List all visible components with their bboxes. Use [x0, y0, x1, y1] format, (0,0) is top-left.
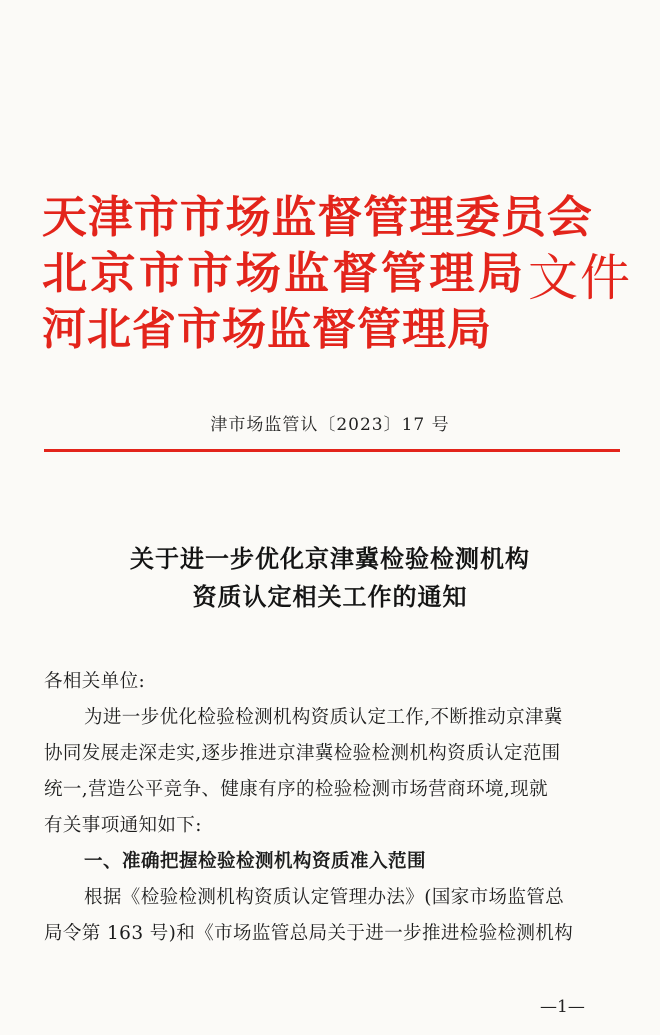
red-header-divider — [44, 449, 620, 452]
issuer-beijing: 北京市市场监督管理局 — [42, 248, 527, 299]
document-number: 津市场监管认〔2023〕17 号 — [210, 415, 450, 435]
page-number: —1— — [540, 997, 585, 1017]
document-body — [44, 664, 630, 952]
issuer-tianjin: 天津市市场监督管理委员会 — [42, 192, 593, 243]
issuing-authorities — [42, 190, 593, 358]
title-line-2: 资质认定相关工作的通知 — [192, 583, 468, 611]
paragraph-1-line-3: 统一,营造公平竞争、健康有序的检验检测市场营商环境,现就 — [44, 779, 548, 800]
section-1-heading: 一、准确把握检验检测机构资质准入范围 — [84, 851, 427, 872]
title-line-1: 关于进一步优化京津冀检验检测机构 — [130, 545, 530, 573]
paragraph-1-line-2: 协同发展走深走实,逐步推进京津冀检验检测机构资质认定范围 — [44, 743, 561, 764]
document-type-label: 文件 — [528, 249, 632, 307]
paragraph-2-line-1: 根据《检验检测机构资质认定管理办法》(国家市场监管总 — [84, 887, 565, 908]
salutation: 各相关单位: — [44, 671, 146, 692]
document-title — [0, 540, 660, 616]
paragraph-2-line-2: 局令第 163 号)和《市场监管总局关于进一步推进检验检测机构 — [44, 923, 574, 944]
issuer-hebei: 河北省市场监督管理局 — [42, 304, 492, 355]
paragraph-1-line-4: 有关事项通知如下: — [44, 815, 202, 836]
paragraph-1-line-1: 为进一步优化检验检测机构资质认定工作,不断推动京津冀 — [84, 707, 563, 728]
